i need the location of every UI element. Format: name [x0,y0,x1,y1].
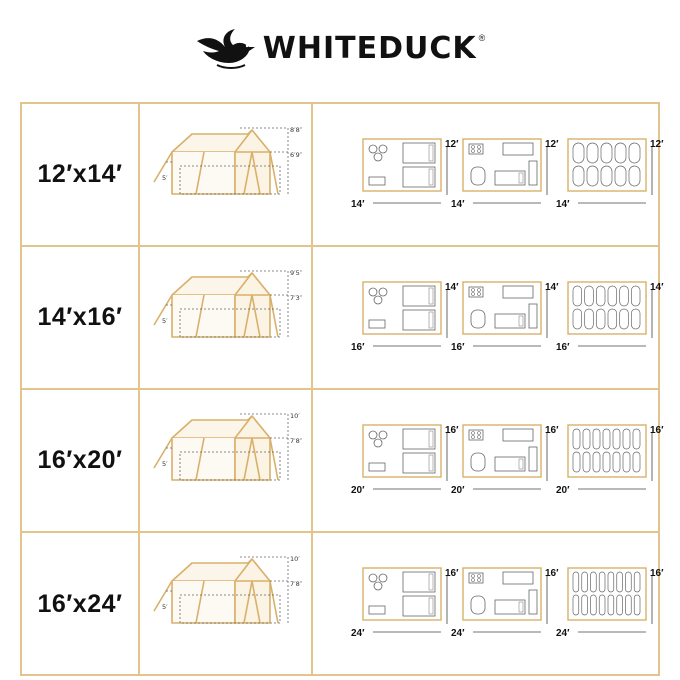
tent-size-grid [20,102,664,676]
burner-icon [478,289,481,292]
width-label: 16′ [556,342,570,353]
table-icon [369,574,377,582]
burner-icon [472,432,475,435]
depth-label: 16′ [650,568,664,579]
sleeping-bag-icon [599,572,605,592]
width-label: 14′ [451,199,465,210]
wall-height-label: 5′ [162,174,168,182]
sleeping-bag-icon [587,166,598,186]
burner-icon [472,146,475,149]
rug-icon [471,167,485,185]
bench-icon [529,590,537,614]
sleeping-bag-icon [620,309,629,329]
sleeping-bag-icon [593,429,600,449]
pillow-icon [519,459,523,469]
counter-icon [503,286,533,298]
floor-plans [313,247,664,388]
pillow-icon [429,431,433,447]
wall-height-label: 5′ [162,460,168,468]
tent-outline [154,273,278,337]
size-cell [22,104,140,245]
burner-icon [478,579,481,582]
depth-label: 12′ [650,139,664,150]
counter-icon [503,572,533,584]
peak-height-label: 8′8″ [290,126,303,134]
burner-icon [478,575,481,578]
sleeping-bag-icon [626,572,632,592]
sleeping-bag-icon [582,572,588,592]
chair-icon [379,574,387,582]
sleeping-bag-icon [629,166,640,186]
burner-icon [478,150,481,153]
depth-label: 16′ [445,568,459,579]
brand-header [0,18,680,78]
width-label: 14′ [556,199,570,210]
tent-diagram-cell [140,533,313,676]
width-label: 24′ [451,628,465,639]
table-icon [369,145,377,153]
floor-plans-cell [313,390,664,531]
guy-line [270,438,278,480]
sleeping-bag-icon [582,595,588,615]
dresser-icon [369,320,385,328]
sleeping-bag-icon [634,572,640,592]
peak-height-label: 9′5″ [290,269,303,277]
sleeping-bag-icon [620,286,629,306]
bench-icon [529,161,537,185]
tent-outline [154,559,278,623]
duck-logo-icon [195,25,257,71]
sleeping-bag-icon [573,429,580,449]
burner-icon [478,432,481,435]
floor-plan-bedroom [363,139,447,203]
peak-height-label: 10′ [290,412,300,420]
wall-height-label: 5′ [162,317,168,325]
sleeping-bag-icon [573,166,584,186]
sleeping-bag-icon [573,309,582,329]
pillow-icon [429,288,433,304]
size-label: 16′x24′ [37,590,123,618]
sleeping-bag-icon [634,595,640,615]
tent-outline [154,130,278,194]
sleeping-bag-icon [583,429,590,449]
burner-icon [472,150,475,153]
chair-icon [374,582,382,590]
floor-plan-bedroom [363,282,447,346]
depth-label: 12′ [545,139,559,150]
floor-plan-bedroom [363,425,447,489]
rug-icon [471,453,485,471]
peak-height-label: 10′ [290,555,300,563]
pillow-icon [429,312,433,328]
pillow-icon [429,574,433,590]
floor-plans-cell [313,247,664,388]
sleeping-bag-icon [583,452,590,472]
sleeping-bag-icon [591,572,597,592]
pillow-icon [519,316,523,326]
sleeping-bag-icon [608,286,617,306]
floor-plan-bedroom [363,568,447,632]
sleeping-bag-icon [608,572,614,592]
tent-diagram-cell [140,247,313,388]
tent-diagram [140,104,311,245]
floor-plans [313,390,664,531]
eave-height-label: 7′8″ [290,437,303,445]
floor-plan-living [463,568,547,632]
floor-plans-cell [313,104,664,245]
width-label: 20′ [351,485,365,496]
pillow-icon [429,598,433,614]
chair-icon [374,296,382,304]
floor-plan-sleeping-bags [568,282,652,346]
burner-icon [472,289,475,292]
size-row [22,533,664,676]
sleeping-bag-icon [631,286,640,306]
floor-plan-sleeping-bags [568,568,652,632]
sleeping-bag-icon [596,286,605,306]
sleeping-bag-icon [573,572,579,592]
sleeping-bag-icon [615,143,626,163]
burner-icon [478,293,481,296]
sleeping-bag-icon [623,429,630,449]
sleeping-bag-icon [573,595,579,615]
tent-outline [154,416,278,480]
table-icon [369,431,377,439]
depth-label: 16′ [545,568,559,579]
size-cell [22,390,140,531]
size-row [22,390,664,533]
eave-height-label: 7′8″ [290,580,303,588]
depth-label: 12′ [445,139,459,150]
chair-icon [379,431,387,439]
sleeping-bag-icon [617,595,623,615]
eave-height-label: 7′3″ [290,294,303,302]
burner-icon [472,293,475,296]
guy-line [270,152,278,194]
stove-icon [469,287,483,297]
registered-mark: ® [478,33,486,43]
tent-diagram [140,390,311,531]
chair-icon [374,439,382,447]
width-label: 16′ [451,342,465,353]
burner-icon [472,579,475,582]
sleeping-bag-icon [593,452,600,472]
bench-icon [529,304,537,328]
sleeping-bag-icon [633,452,640,472]
width-label: 24′ [556,628,570,639]
width-label: 14′ [351,199,365,210]
sleeping-bag-icon [633,429,640,449]
sleeping-bag-icon [613,429,620,449]
sleeping-bag-icon [599,595,605,615]
sleeping-bag-icon [617,572,623,592]
sleeping-bag-icon [596,309,605,329]
size-row [22,247,664,390]
sleeping-bag-icon [613,452,620,472]
sleeping-bag-icon [601,143,612,163]
dresser-icon [369,463,385,471]
size-cell [22,247,140,388]
tent-diagram [140,247,311,388]
rug-icon [471,596,485,614]
depth-label: 14′ [650,282,664,293]
floor-plans [313,104,664,245]
sleeping-bag-icon [585,286,594,306]
burner-icon [472,575,475,578]
floor-plan-living [463,139,547,203]
burner-icon [478,436,481,439]
stove-icon [469,430,483,440]
chair-icon [379,145,387,153]
counter-icon [503,429,533,441]
sleeping-bag-icon [623,452,630,472]
size-cell [22,533,140,676]
sleeping-bag-icon [573,286,582,306]
pillow-icon [429,145,433,161]
floor-plans-cell [313,533,664,676]
bench-icon [529,447,537,471]
size-label: 16′x20′ [37,446,123,474]
pillow-icon [519,602,523,612]
sleeping-bag-icon [573,452,580,472]
sleeping-bag-icon [615,166,626,186]
depth-label: 16′ [650,425,664,436]
table-icon [369,288,377,296]
width-label: 24′ [351,628,365,639]
tent-diagram-cell [140,104,313,245]
floor-plan-living [463,282,547,346]
size-label: 14′x16′ [37,303,123,331]
sleeping-bag-icon [585,309,594,329]
sleeping-bag-icon [631,309,640,329]
size-row [22,104,664,247]
sleeping-bag-icon [629,143,640,163]
pillow-icon [519,173,523,183]
width-label: 16′ [351,342,365,353]
sleeping-bag-icon [608,309,617,329]
burner-icon [472,436,475,439]
stove-icon [469,573,483,583]
depth-label: 16′ [545,425,559,436]
sleeping-bag-icon [603,452,610,472]
width-label: 20′ [451,485,465,496]
depth-label: 14′ [445,282,459,293]
depth-label: 16′ [445,425,459,436]
sleeping-bag-icon [603,429,610,449]
stove-icon [469,144,483,154]
chair-icon [379,288,387,296]
tent-diagram [140,533,311,674]
rug-icon [471,310,485,328]
brand-name: WHITEDUCK [262,30,477,66]
dresser-icon [369,606,385,614]
floor-plan-sleeping-bags [568,425,652,489]
sleeping-bag-icon [601,166,612,186]
sleeping-bag-icon [587,143,598,163]
sleeping-bag-icon [626,595,632,615]
pillow-icon [429,455,433,471]
width-label: 20′ [556,485,570,496]
dresser-icon [369,177,385,185]
tent-diagram-cell [140,390,313,531]
sleeping-bag-icon [608,595,614,615]
floor-plan-sleeping-bags [568,139,652,203]
pillow-icon [429,169,433,185]
floor-plans [313,533,664,674]
sleeping-bag-icon [573,143,584,163]
depth-label: 14′ [545,282,559,293]
floor-plan-living [463,425,547,489]
eave-height-label: 6′9″ [290,151,303,159]
size-label: 12′x14′ [37,160,123,188]
guy-line [270,295,278,337]
burner-icon [478,146,481,149]
wall-height-label: 5′ [162,603,168,611]
chair-icon [374,153,382,161]
guy-line [270,581,278,623]
sleeping-bag-icon [591,595,597,615]
counter-icon [503,143,533,155]
